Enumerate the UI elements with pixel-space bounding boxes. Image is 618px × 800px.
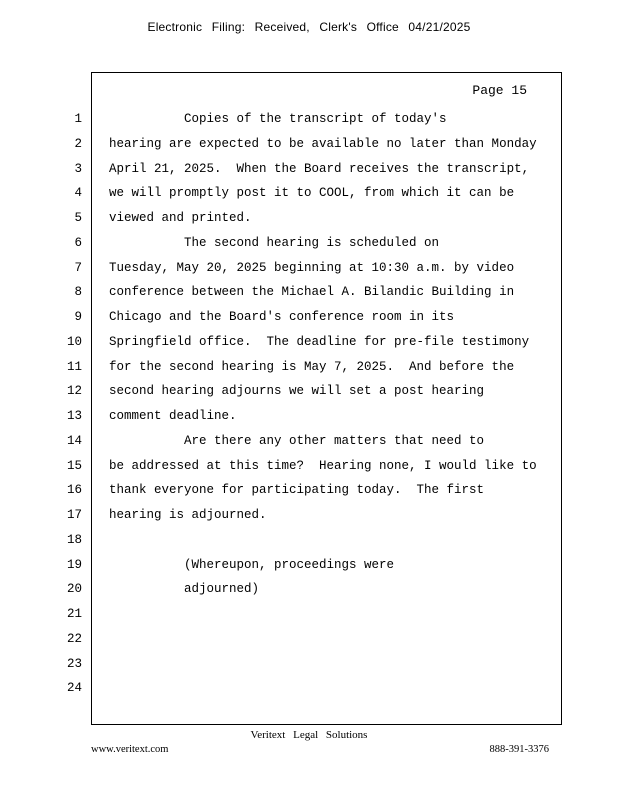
line-number: 10	[66, 335, 82, 349]
line-number: 23	[66, 657, 82, 671]
filing-stamp: Electronic Filing: Received, Clerk's Office 04/21/2025	[147, 20, 471, 34]
transcript-line-text: April 21, 2025. When the Board receives the transcript,	[109, 162, 530, 176]
line-number: 8	[74, 285, 82, 299]
line-number: 16	[66, 483, 82, 497]
transcript-line-text: Tuesday, May 20, 2025 beginning at 10:30 a.m. by video	[109, 261, 515, 275]
transcript-line-text: The second hearing is scheduled on	[109, 236, 440, 250]
line-number: 18	[66, 533, 82, 547]
transcript-line-text: we will promptly post it to COOL, from which it can be	[109, 186, 515, 200]
transcript-line-text: second hearing adjourns we will set a post hearing	[109, 384, 485, 398]
line-number: 12	[66, 384, 82, 398]
transcript-line-text: Chicago and the Board's conference room in its	[109, 310, 455, 324]
line-number: 6	[74, 236, 82, 250]
footer-company: Veritext Legal Solutions	[250, 729, 368, 741]
line-number: 13	[66, 409, 82, 423]
line-number: 5	[74, 211, 82, 225]
transcript-line-text: Are there any other matters that need to	[109, 434, 485, 448]
footer-phone: 888-391-3376	[489, 744, 549, 755]
transcript-line-text: hearing is adjourned.	[109, 508, 267, 522]
line-number: 22	[66, 632, 82, 646]
transcript-line-text: be addressed at this time? Hearing none, I would like to	[109, 459, 537, 473]
transcript-line-text: (Whereupon, proceedings were	[109, 558, 395, 572]
line-number: 15	[66, 459, 82, 473]
footer-website: www.veritext.com	[91, 744, 169, 755]
line-number: 17	[66, 508, 82, 522]
line-number: 14	[66, 434, 82, 448]
transcript-line-text: comment deadline.	[109, 409, 237, 423]
page-number: Page 15	[472, 83, 527, 98]
line-number: 24	[66, 681, 82, 695]
line-number: 1	[74, 112, 82, 126]
line-number: 3	[74, 162, 82, 176]
transcript-line-text: hearing are expected to be available no later than Monday	[109, 137, 537, 151]
line-number: 4	[74, 186, 82, 200]
line-number: 2	[74, 137, 82, 151]
line-number: 9	[74, 310, 82, 324]
transcript-line-text: adjourned)	[109, 582, 260, 596]
line-number: 11	[66, 360, 82, 374]
line-number: 21	[66, 607, 82, 621]
transcript-line-text: Copies of the transcript of today's	[109, 112, 447, 126]
transcript-line-text: Springfield office. The deadline for pre-file testimony	[109, 335, 530, 349]
transcript-line-text: for the second hearing is May 7, 2025. And before the	[109, 360, 515, 374]
line-number: 20	[66, 582, 82, 596]
transcript-line-text: thank everyone for participating today. The first	[109, 483, 485, 497]
line-number: 19	[66, 558, 82, 572]
line-number: 7	[74, 261, 82, 275]
transcript-line-text: conference between the Michael A. Bilandic Building in	[109, 285, 515, 299]
transcript-line-text: viewed and printed.	[109, 211, 252, 225]
